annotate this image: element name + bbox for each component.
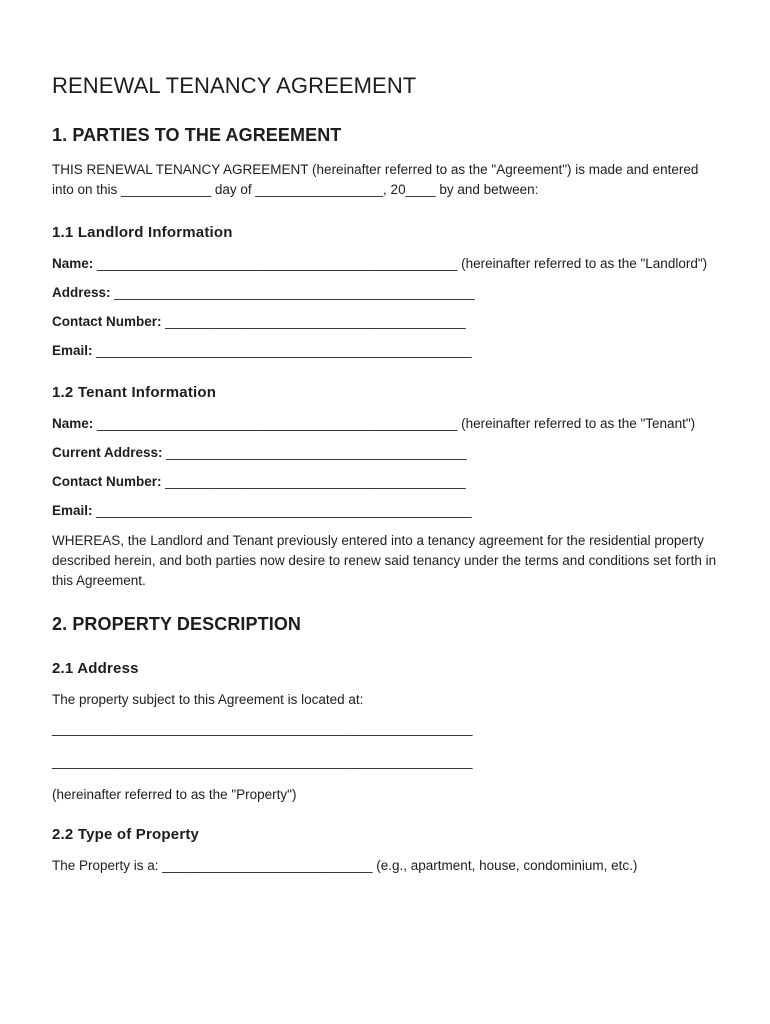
tenant-email-blank: __________________________________________________: [92, 503, 472, 518]
landlord-address-label: Address:: [52, 285, 111, 300]
property-definition-note: (hereinafter referred to as the "Property"): [52, 787, 297, 802]
landlord-address-field: [52, 283, 718, 303]
property-type-heading: 2.2 Type of Property: [52, 826, 200, 843]
tenant-name-blank: ________________________________________________ (hereinafter referred to as the "Tenant"): [93, 416, 696, 431]
landlord-email-blank: __________________________________________________: [92, 343, 472, 358]
document-title: RENEWAL TENANCY AGREEMENT: [52, 73, 417, 98]
landlord-contact-field: [52, 312, 718, 332]
tenant-address-blank: ________________________________________: [162, 445, 467, 460]
tenant-contact-field: [52, 472, 718, 492]
landlord-contact-blank: ________________________________________: [161, 314, 466, 329]
tenant-contact-blank: ________________________________________: [161, 474, 466, 489]
whereas-paragraph: WHEREAS, the Landlord and Tenant previously entered into a tenancy agreement for the residential property described herein, and both parties now desire to renew said tenancy under the terms and conditions set forth in this Agreement.: [52, 533, 717, 588]
landlord-info-heading: 1.1 Landlord Information: [52, 224, 233, 241]
property-address-line-1: ________________________________________________________: [52, 721, 473, 736]
landlord-address-blank: ________________________________________________: [110, 285, 475, 300]
tenant-address-field: [52, 443, 718, 463]
landlord-contact-label: Contact Number:: [52, 314, 162, 329]
agreement-intro-paragraph: THIS RENEWAL TENANCY AGREEMENT (hereinafter referred to as the "Agreement") is made and entered into on this ____________ day of _________________, 20____ by and between:: [52, 162, 699, 197]
property-address-intro: The property subject to this Agreement is located at:: [52, 692, 364, 707]
tenant-contact-label: Contact Number:: [52, 474, 162, 489]
landlord-name-blank: ________________________________________________ (hereinafter referred to as the "Landlord"): [93, 256, 708, 271]
landlord-name-field: [52, 254, 718, 274]
property-address-heading: 2.1 Address: [52, 660, 139, 677]
section-property-heading: 2. PROPERTY DESCRIPTION: [52, 614, 302, 634]
tenant-address-label: Current Address:: [52, 445, 163, 460]
section-parties-heading: 1. PARTIES TO THE AGREEMENT: [52, 125, 342, 145]
tenant-info-heading: 1.2 Tenant Information: [52, 384, 217, 401]
landlord-email-field: [52, 341, 718, 361]
tenant-email-label: Email:: [52, 503, 93, 518]
tenant-name-label: Name:: [52, 416, 94, 431]
landlord-email-label: Email:: [52, 343, 93, 358]
property-type-text: The Property is a: ____________________________ (e.g., apartment, house, condominium, etc.): [52, 858, 638, 873]
tenant-name-field: [52, 414, 718, 434]
tenant-email-field: [52, 501, 718, 521]
landlord-name-label: Name:: [52, 256, 94, 271]
property-address-line-2: ________________________________________________________: [52, 754, 473, 769]
